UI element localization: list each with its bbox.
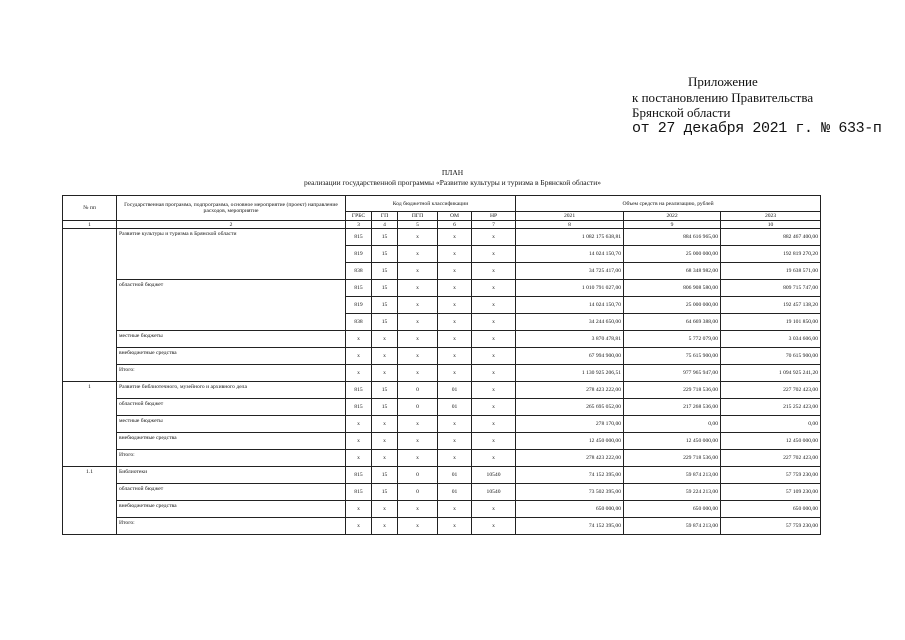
- gp-cell: 15: [372, 297, 398, 314]
- pgp-cell: х: [398, 501, 438, 518]
- amount-2021: 67 994 900,00: [516, 348, 624, 365]
- row-name: Итого:: [117, 450, 346, 467]
- om-cell: х: [438, 229, 472, 246]
- table-row: [63, 484, 821, 501]
- nr-cell: х: [472, 501, 516, 518]
- om-cell: х: [438, 348, 472, 365]
- amount-2021: 74 152 395,00: [516, 467, 624, 484]
- amount-2021: 1 010 791 027,00: [516, 280, 624, 297]
- grbs-cell: х: [346, 365, 372, 382]
- table-row: [63, 229, 821, 246]
- column-number: 9: [624, 221, 721, 229]
- appendix-block: [632, 74, 881, 136]
- amount-2021: 265 695 052,00: [516, 399, 624, 416]
- column-number: 4: [372, 221, 398, 229]
- table-row: [63, 280, 821, 297]
- appendix-title: Приложение: [688, 74, 758, 89]
- row-name: местные бюджеты: [117, 416, 346, 433]
- amount-2023: 3 034 606,00: [721, 331, 821, 348]
- grbs-cell: х: [346, 416, 372, 433]
- nr-cell: х: [472, 331, 516, 348]
- pgp-cell: х: [398, 263, 438, 280]
- pgp-cell: х: [398, 348, 438, 365]
- table-row: [63, 348, 821, 365]
- gp-cell: х: [372, 518, 398, 535]
- amount-2022: 5 772 079,00: [624, 331, 721, 348]
- amount-2021: 34 244 650,00: [516, 314, 624, 331]
- amount-2022: 64 669 388,00: [624, 314, 721, 331]
- row-name: Итого:: [117, 518, 346, 535]
- row-name: Развитие культуры и туризма в Брянской области: [117, 229, 346, 280]
- gp-cell: х: [372, 331, 398, 348]
- grbs-cell: х: [346, 433, 372, 450]
- gp-cell: х: [372, 450, 398, 467]
- grbs-cell: 838: [346, 263, 372, 280]
- amount-2022: 0,00: [624, 416, 721, 433]
- grbs-cell: 819: [346, 297, 372, 314]
- header-volume-group: Объем средств на реализацию, рублей: [516, 196, 821, 212]
- column-number: 6: [438, 221, 472, 229]
- nr-cell: х: [472, 365, 516, 382]
- amount-2022: 25 000 000,00: [624, 246, 721, 263]
- table-row: [63, 467, 821, 484]
- nr-cell: х: [472, 416, 516, 433]
- table-row: [63, 433, 821, 450]
- amount-2023: 227 702 423,00: [721, 450, 821, 467]
- row-number: [63, 229, 117, 382]
- amount-2022: 229 718 536,00: [624, 382, 721, 399]
- gp-cell: х: [372, 348, 398, 365]
- amount-2023: 192 457 138,20: [721, 297, 821, 314]
- gp-cell: х: [372, 365, 398, 382]
- pgp-cell: х: [398, 280, 438, 297]
- column-number: 10: [721, 221, 821, 229]
- nr-cell: 10540: [472, 467, 516, 484]
- table-row: [63, 501, 821, 518]
- plan-subtitle: реализации государственной программы «Развитие культуры и туризма в Брянской области»: [304, 178, 601, 187]
- header-2021: 2021: [516, 212, 624, 221]
- pgp-cell: х: [398, 433, 438, 450]
- header-code-group: Код бюджетной классификации: [346, 196, 516, 212]
- grbs-cell: х: [346, 501, 372, 518]
- om-cell: х: [438, 246, 472, 263]
- nr-cell: х: [472, 297, 516, 314]
- om-cell: х: [438, 501, 472, 518]
- om-cell: 01: [438, 399, 472, 416]
- om-cell: 01: [438, 382, 472, 399]
- amount-2023: 12 450 000,00: [721, 433, 821, 450]
- amount-2023: 215 252 423,00: [721, 399, 821, 416]
- om-cell: х: [438, 416, 472, 433]
- amount-2022: 884 616 965,00: [624, 229, 721, 246]
- amount-2023: 227 702 423,00: [721, 382, 821, 399]
- grbs-cell: 838: [346, 314, 372, 331]
- pgp-cell: х: [398, 365, 438, 382]
- amount-2023: 57 109 230,00: [721, 484, 821, 501]
- om-cell: х: [438, 450, 472, 467]
- amount-2023: 809 715 747,00: [721, 280, 821, 297]
- om-cell: х: [438, 297, 472, 314]
- column-number: 5: [398, 221, 438, 229]
- amount-2021: 14 024 150,70: [516, 246, 624, 263]
- pgp-cell: х: [398, 416, 438, 433]
- om-cell: х: [438, 314, 472, 331]
- header-num: № пп: [63, 196, 117, 221]
- appendix-date-number: от 27 декабря 2021 г. № 633-п: [632, 119, 882, 137]
- amount-2023: 57 759 230,00: [721, 467, 821, 484]
- appendix-resolution: к постановлению Правительства: [632, 89, 814, 105]
- nr-cell: х: [472, 450, 516, 467]
- amount-2021: 74 152 395,00: [516, 518, 624, 535]
- row-name: областной бюджет: [117, 280, 346, 331]
- plan-title: ПЛАН: [441, 168, 464, 177]
- amount-2022: 59 874 213,00: [624, 467, 721, 484]
- nr-cell: х: [472, 348, 516, 365]
- pgp-cell: х: [398, 331, 438, 348]
- row-name: Развитие библиотечного, музейного и архивного дела: [117, 382, 346, 399]
- amount-2022: 68 348 982,00: [624, 263, 721, 280]
- table-row: [63, 416, 821, 433]
- amount-2022: 12 450 000,00: [624, 433, 721, 450]
- om-cell: 01: [438, 484, 472, 501]
- amount-2023: 650 000,00: [721, 501, 821, 518]
- nr-cell: х: [472, 263, 516, 280]
- header-gp: ГП: [372, 212, 398, 221]
- table-row: [63, 399, 821, 416]
- pgp-cell: 0: [398, 467, 438, 484]
- row-name: Итого:: [117, 365, 346, 382]
- amount-2023: 882 467 400,00: [721, 229, 821, 246]
- amount-2022: 59 874 213,00: [624, 518, 721, 535]
- column-number: 1: [63, 221, 117, 229]
- gp-cell: 15: [372, 263, 398, 280]
- pgp-cell: 0: [398, 399, 438, 416]
- header-2022: 2022: [624, 212, 721, 221]
- nr-cell: 10540: [472, 484, 516, 501]
- gp-cell: х: [372, 416, 398, 433]
- nr-cell: х: [472, 314, 516, 331]
- nr-cell: х: [472, 518, 516, 535]
- amount-2022: 25 000 000,00: [624, 297, 721, 314]
- row-number: 1: [63, 382, 117, 467]
- header-pgp: ПГП: [398, 212, 438, 221]
- amount-2021: 278 423 222,00: [516, 382, 624, 399]
- column-number: 3: [346, 221, 372, 229]
- grbs-cell: х: [346, 331, 372, 348]
- grbs-cell: 815: [346, 484, 372, 501]
- gp-cell: 15: [372, 314, 398, 331]
- amount-2023: 1 094 925 241,20: [721, 365, 821, 382]
- row-name: Библиотеки: [117, 467, 346, 484]
- table-row: [63, 450, 821, 467]
- pgp-cell: 0: [398, 484, 438, 501]
- row-name: внебюджетные средства: [117, 501, 346, 518]
- grbs-cell: 815: [346, 467, 372, 484]
- amount-2022: 229 718 536,00: [624, 450, 721, 467]
- om-cell: х: [438, 433, 472, 450]
- amount-2023: 19 638 571,00: [721, 263, 821, 280]
- amount-2021: 73 502 395,00: [516, 484, 624, 501]
- pgp-cell: х: [398, 229, 438, 246]
- om-cell: 01: [438, 467, 472, 484]
- pgp-cell: х: [398, 450, 438, 467]
- amount-2022: 59 224 213,00: [624, 484, 721, 501]
- row-number: 1.1: [63, 467, 117, 535]
- row-name: внебюджетные средства: [117, 348, 346, 365]
- grbs-cell: 815: [346, 399, 372, 416]
- grbs-cell: х: [346, 518, 372, 535]
- grbs-cell: 815: [346, 229, 372, 246]
- pgp-cell: х: [398, 518, 438, 535]
- header-2023: 2023: [721, 212, 821, 221]
- nr-cell: х: [472, 382, 516, 399]
- amount-2023: 0,00: [721, 416, 821, 433]
- header-grbs: ГРБС: [346, 212, 372, 221]
- column-number: 2: [117, 221, 346, 229]
- grbs-cell: 819: [346, 246, 372, 263]
- amount-2023: 19 101 850,00: [721, 314, 821, 331]
- amount-2023: 192 819 270,20: [721, 246, 821, 263]
- amount-2022: 806 908 580,00: [624, 280, 721, 297]
- gp-cell: 15: [372, 399, 398, 416]
- amount-2021: 34 725 417,00: [516, 263, 624, 280]
- om-cell: х: [438, 263, 472, 280]
- amount-2023: 70 615 900,00: [721, 348, 821, 365]
- amount-2021: 1 082 175 638,81: [516, 229, 624, 246]
- amount-2021: 278 423 222,00: [516, 450, 624, 467]
- grbs-cell: 815: [346, 280, 372, 297]
- nr-cell: х: [472, 246, 516, 263]
- amount-2021: 12 450 000,00: [516, 433, 624, 450]
- grbs-cell: 815: [346, 382, 372, 399]
- gp-cell: 15: [372, 467, 398, 484]
- column-number: 8: [516, 221, 624, 229]
- gp-cell: 15: [372, 280, 398, 297]
- amount-2021: 3 870 478,81: [516, 331, 624, 348]
- grbs-cell: х: [346, 450, 372, 467]
- row-name: областной бюджет: [117, 399, 346, 416]
- pgp-cell: х: [398, 297, 438, 314]
- amount-2022: 217 268 536,00: [624, 399, 721, 416]
- om-cell: х: [438, 331, 472, 348]
- appendix-region: Брянской области: [632, 105, 731, 120]
- pgp-cell: х: [398, 246, 438, 263]
- pgp-cell: х: [398, 314, 438, 331]
- plan-table: [62, 195, 821, 535]
- amount-2021: 1 130 925 206,51: [516, 365, 624, 382]
- gp-cell: 15: [372, 484, 398, 501]
- header-name: Государственная программа, подпрограмма, основное мероприятие (проект) направление расходов, мероприятие: [117, 196, 346, 221]
- header-nr: НР: [472, 212, 516, 221]
- nr-cell: х: [472, 280, 516, 297]
- nr-cell: х: [472, 433, 516, 450]
- header-om: ОМ: [438, 212, 472, 221]
- amount-2022: 977 965 947,00: [624, 365, 721, 382]
- gp-cell: х: [372, 501, 398, 518]
- gp-cell: 15: [372, 246, 398, 263]
- row-name: областной бюджет: [117, 484, 346, 501]
- amount-2021: 650 000,00: [516, 501, 624, 518]
- nr-cell: х: [472, 229, 516, 246]
- table-row: [63, 331, 821, 348]
- row-name: местные бюджеты: [117, 331, 346, 348]
- nr-cell: х: [472, 399, 516, 416]
- amount-2022: 650 000,00: [624, 501, 721, 518]
- om-cell: х: [438, 518, 472, 535]
- table-row: [63, 518, 821, 535]
- gp-cell: 15: [372, 229, 398, 246]
- gp-cell: х: [372, 433, 398, 450]
- amount-2021: 14 024 150,70: [516, 297, 624, 314]
- om-cell: х: [438, 280, 472, 297]
- gp-cell: 15: [372, 382, 398, 399]
- amount-2023: 57 759 230,00: [721, 518, 821, 535]
- amount-2022: 75 615 900,00: [624, 348, 721, 365]
- amount-2021: 278 170,00: [516, 416, 624, 433]
- pgp-cell: 0: [398, 382, 438, 399]
- row-name: внебюджетные средства: [117, 433, 346, 450]
- table-row: [63, 382, 821, 399]
- om-cell: х: [438, 365, 472, 382]
- column-number: 7: [472, 221, 516, 229]
- grbs-cell: х: [346, 348, 372, 365]
- table-row: [63, 365, 821, 382]
